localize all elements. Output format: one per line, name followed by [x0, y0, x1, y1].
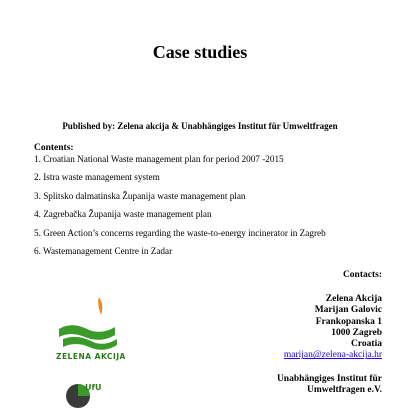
contents-item: 3. Splitsko dalmatinska Županija waste management plan	[34, 190, 246, 201]
contact-ufu	[277, 374, 382, 397]
contact-email-link[interactable]: marijan@zelena-akcija.hr	[283, 350, 382, 361]
contents-item: 4. Zagrebačka Županija waste management plan	[34, 209, 212, 220]
ufu-logo	[66, 380, 176, 410]
contact-street: Frankopanska 1	[315, 316, 382, 327]
contents-heading: Contents:	[34, 143, 74, 153]
contact-zelena-akcija	[284, 294, 382, 362]
page-title: Case studies	[152, 42, 248, 62]
contact-org-line1: Unabhängiges Institut für	[276, 374, 382, 384]
contact-city: 1000 Zagreb	[331, 327, 382, 338]
logo-wave-icon	[63, 337, 117, 350]
zelena-akcija-logo-text: ZELENA AKCIJA	[56, 352, 126, 361]
contents-item: 6. Wastemanagement Centre in Zadar	[34, 245, 173, 256]
contents-item: 5. Green Action’s concerns regarding the waste-to-energy incinerator in Zagreb	[34, 227, 326, 238]
logo-hill-icon	[59, 325, 115, 340]
ufu-logo-text: UfU	[85, 383, 102, 392]
contents-list	[34, 154, 326, 264]
contact-org: Zelena Akcija	[325, 294, 382, 304]
contents-item: 2. Istra waste management system	[34, 172, 160, 183]
contact-country: Croatia	[351, 339, 382, 350]
publisher-line: Published by: Zelena akcija & Unabhängiges Institut für Umweltfragen	[62, 121, 338, 131]
contents-item: 1. Croatian National Waste management plan for period 2007 -2015	[34, 154, 284, 164]
contacts-heading: Contacts:	[342, 270, 382, 280]
contact-org-line2: Umweltfragen e.V.	[306, 385, 382, 396]
contact-person: Marijan Galovic	[314, 305, 382, 316]
logo-flame-icon	[98, 297, 102, 315]
